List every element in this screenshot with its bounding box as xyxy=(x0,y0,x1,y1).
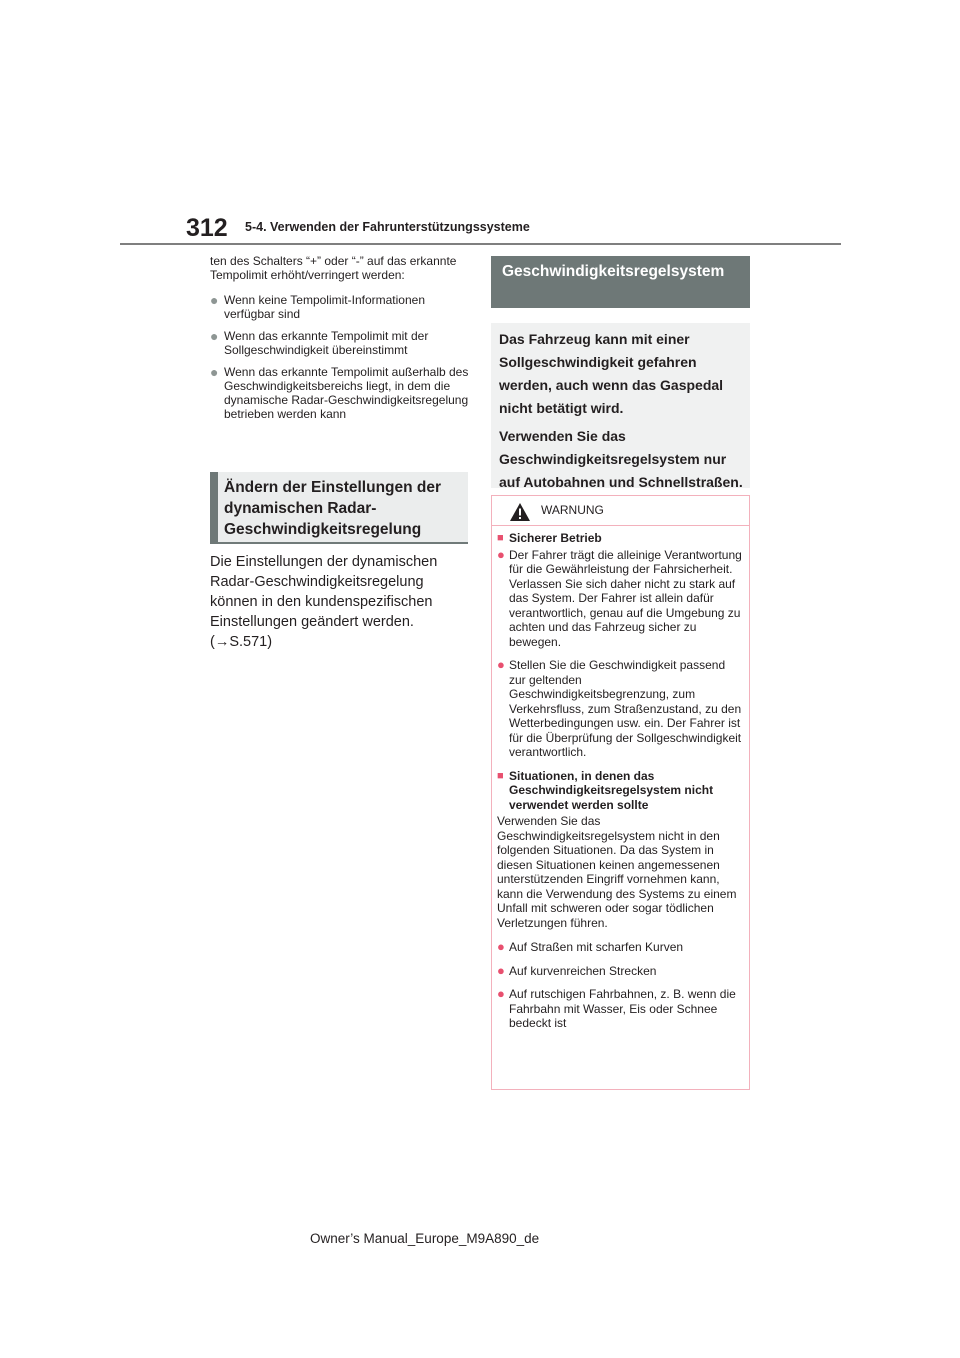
list-item-text: Wenn das erkannte Tempolimit außerhalb des Geschwindigkeitsbereichs liegt, in dem die dynamische Radar-Geschwindigkeitsregelung betrieben werden kann xyxy=(224,365,469,421)
list-item: ● Auf Straßen mit scharfen Kurven xyxy=(497,939,684,954)
bullet-dot-icon: ● xyxy=(497,939,505,954)
bullet-dot-icon: ● xyxy=(497,657,505,672)
warning-box xyxy=(491,495,750,1090)
bullet-dot-icon: ● xyxy=(210,292,219,308)
bullet-dot-icon: ● xyxy=(497,962,505,978)
warning-paragraph: Verwenden Sie das Geschwindigkeitsregelsystem nicht in den folgenden Situationen. Da das System in diesen Situationen keinen angemessenen unterstützenden Eingriff vornehmen kann, kann die Verwendung des Systems zu einem Unfall mit schweren oder sogar tödlichen Verletzungen führen. xyxy=(497,814,737,930)
summary-paragraph: Das Fahrzeug kann mit einer Sollgeschwindigkeit gefahren werden, auch wenn das Gaspedal nicht betätigt wird. xyxy=(499,331,724,416)
warning-section-title: ■ Sicherer Betrieb xyxy=(497,531,602,545)
bullet-dot-icon: ● xyxy=(497,546,505,562)
square-bullet-icon: ■ xyxy=(497,769,504,782)
list-item xyxy=(210,365,470,421)
bullet-dot-icon: ● xyxy=(497,986,505,1001)
settings-heading: Ändern der Einstellungen der dynamischen Radar-Geschwindigkeitsregelung xyxy=(224,479,442,538)
header-divider xyxy=(120,243,841,245)
list-item: ● Auf rutschigen Fahrbahnen, z. B. wenn die Fahrbahn mit Wasser, Eis oder Schnee bedeckt ist xyxy=(497,986,736,1030)
warning-section-title: ■ Situationen, in denen das Geschwindigkeitsregelsystem nicht verwendet werden sollte xyxy=(497,768,714,812)
list-item: ● Auf kurvenreichen Strecken xyxy=(497,962,657,978)
summary-paragraph: Verwenden Sie das Geschwindigkeitsregelsystem nur auf Autobahnen und Schnellstraßen. xyxy=(499,428,743,490)
page-number: 312 xyxy=(186,214,228,242)
heading-accent-bar xyxy=(210,472,218,544)
bullet-dot-icon: ● xyxy=(210,364,219,380)
list-item xyxy=(210,329,470,357)
list-item xyxy=(210,293,470,321)
summary-box xyxy=(491,323,750,488)
cruise-control-heading: Geschwindigkeitsregelsystem xyxy=(502,263,725,280)
footer-text: Owner’s Manual_Europe_M9A890_de xyxy=(310,1231,540,1246)
bullet-dot-icon: ● xyxy=(210,328,219,344)
section-title: 5-4. Verwenden der Fahrunterstützungssysteme xyxy=(245,220,530,234)
list-item: ● Stellen Sie die Geschwindigkeit passend zur geltenden Geschwindigkeitsbegrenzung, zum Verkehrsfluss, zum Straßenzustand, zu den Wetterbedingungen usw. ein. Der Fahrer ist für die Überprüfung der Sollgeschwindigkeit verantwortlich. xyxy=(497,657,742,759)
square-bullet-icon: ■ xyxy=(497,532,504,544)
warning-label: WARNUNG xyxy=(541,503,604,517)
settings-heading-box xyxy=(210,472,468,544)
warning-triangle-icon xyxy=(509,502,531,522)
list-item-text: Wenn das erkannte Tempolimit mit der Sollgeschwindigkeit übereinstimmt xyxy=(224,329,429,357)
cruise-control-heading-box xyxy=(491,256,750,308)
list-item-text: Wenn keine Tempolimit-Informationen verfügbar sind xyxy=(224,293,425,321)
list-item: ● Der Fahrer trägt die alleinige Verantwortung für die Gewährleistung der Fahrsicherheit. Verlassen Sie sich daher nicht zu stark auf das System. Der Fahrer ist allein dafür verantwortlich, genau auf die Umgebung zu achten und das Fahrzeug sicher zu bewegen. xyxy=(497,546,742,649)
intro-text: ten des Schalters “+” oder “-” auf das erkannte Tempolimit erhöht/verringert werden: xyxy=(210,254,457,282)
warning-header xyxy=(492,496,749,526)
settings-body-text: Die Einstellungen der dynamischen Radar-Geschwindigkeitsregelung können in den kundenspezifischen Einstellungen geändert werden. (→S.571) xyxy=(210,554,438,650)
left-column xyxy=(210,254,470,429)
